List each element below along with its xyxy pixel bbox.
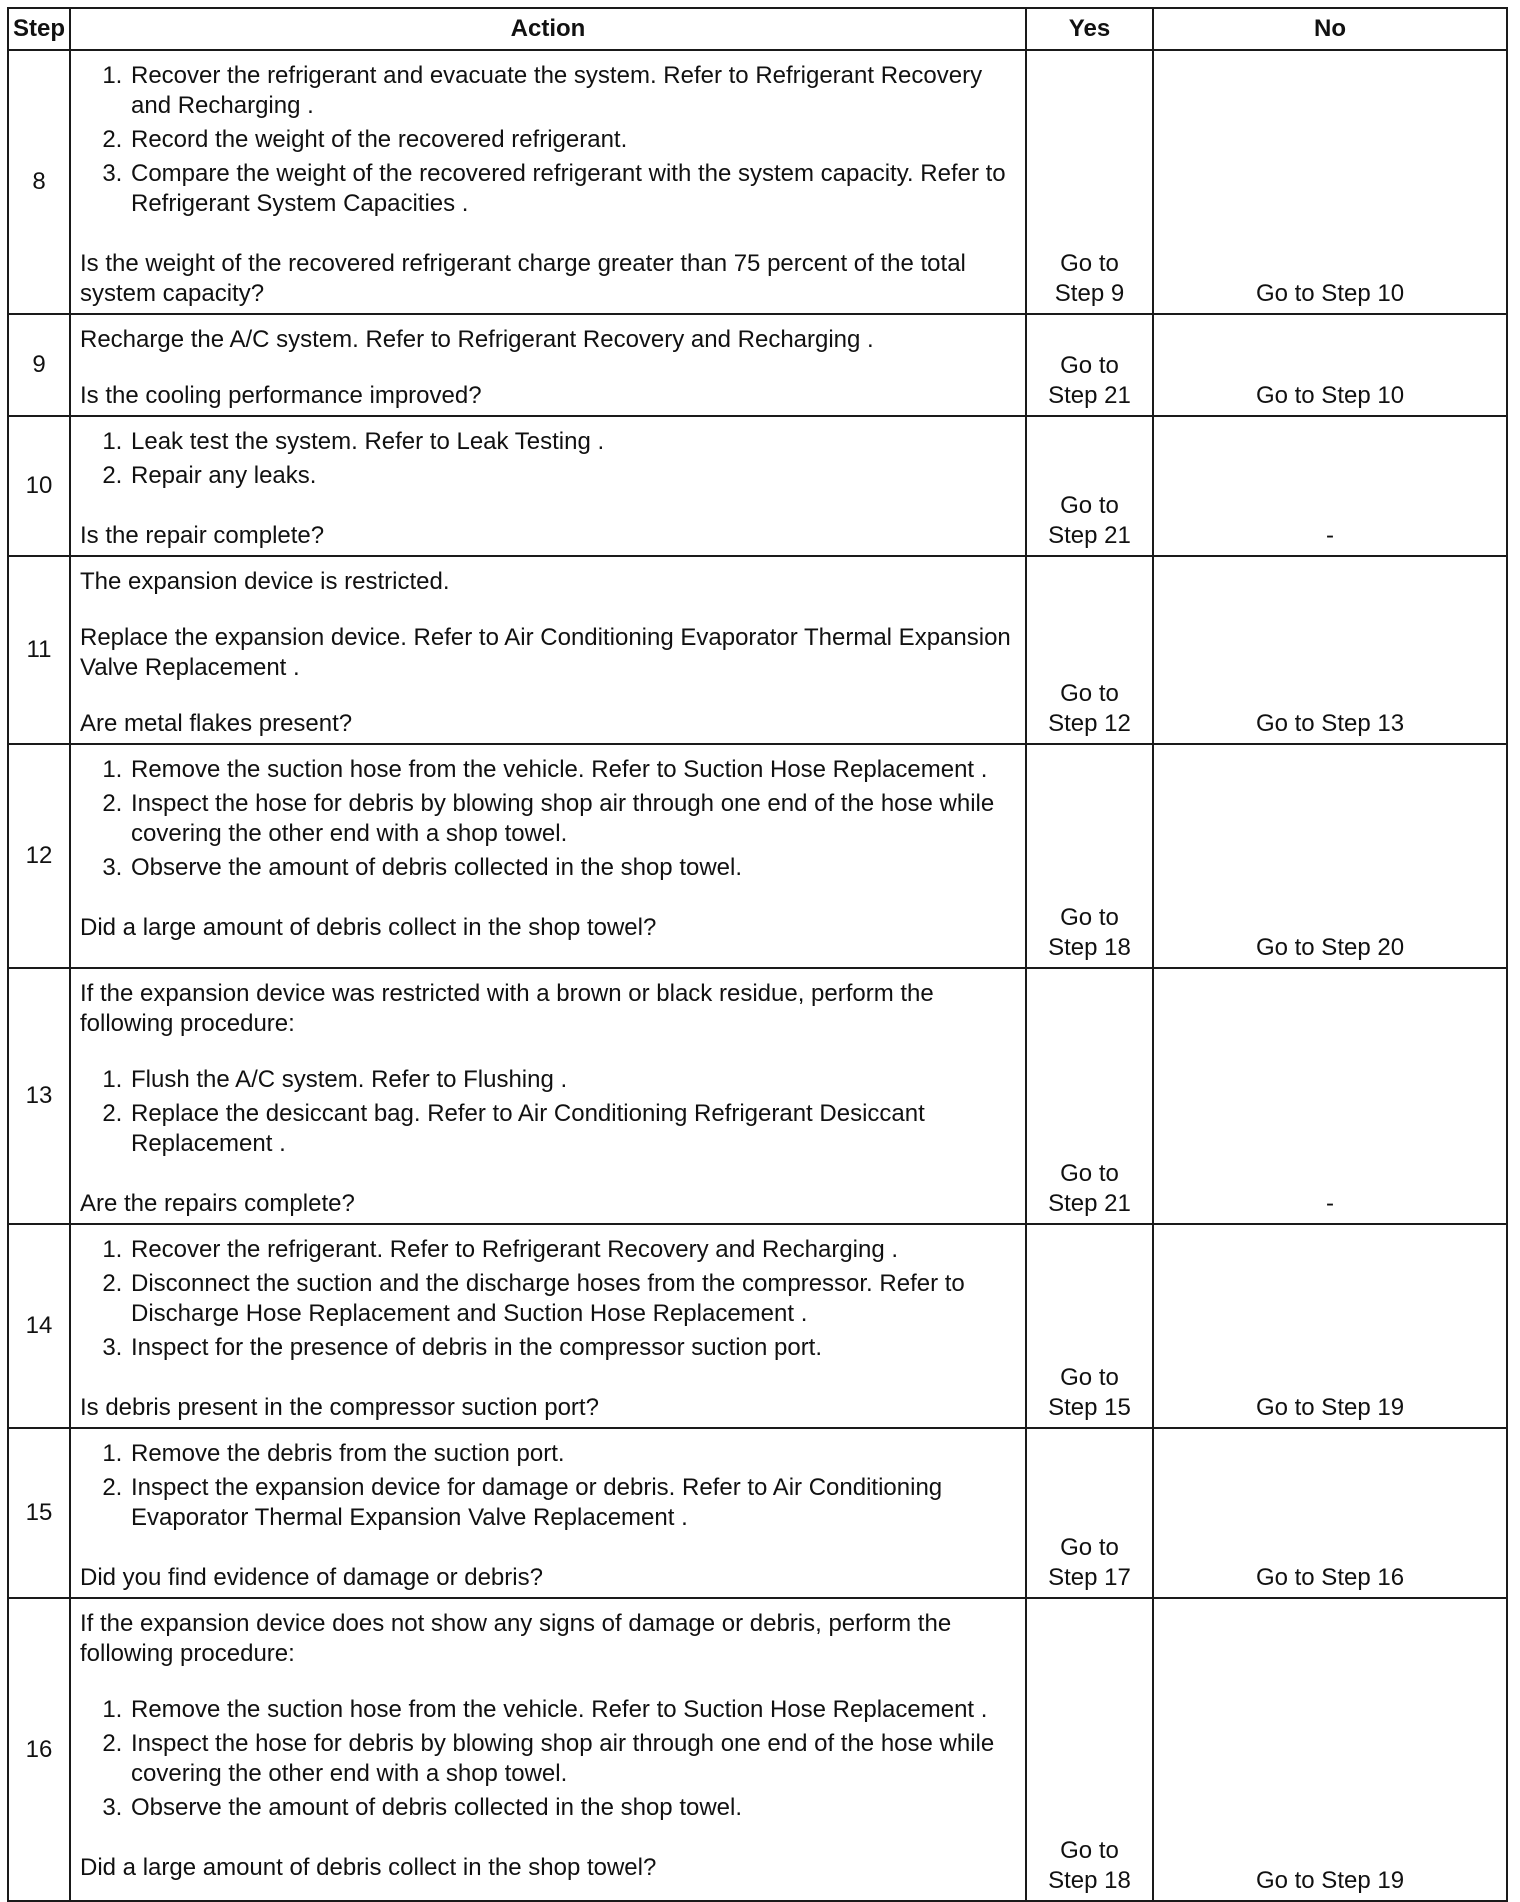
no-cell: Go to Step 10 xyxy=(1153,50,1507,314)
no-cell: Go to Step 20 xyxy=(1153,744,1507,968)
question-text: Is the cooling performance improved? xyxy=(80,382,482,409)
yes-link: Go to Step 21 xyxy=(1048,352,1131,409)
action-cell xyxy=(70,416,1026,556)
action-cell xyxy=(70,556,1026,744)
list-item: 3. Observe the amount of debris collected in the shop towel. xyxy=(129,853,1017,883)
action-cell xyxy=(70,1224,1026,1428)
question-text: Is debris present in the compressor suction port? xyxy=(80,1394,599,1421)
list-item: 1. Remove the suction hose from the vehicle. Refer to Suction Hose Replacement . xyxy=(129,1695,1017,1725)
list-item: 1. Flush the A/C system. Refer to Flushing . xyxy=(129,1065,1017,1095)
step-number: 11 xyxy=(8,556,70,744)
yes-link: Go to Step 12 xyxy=(1048,680,1131,737)
list-item: 2. Replace the desiccant bag. Refer to Air Conditioning Refrigerant Desiccant Replacement . xyxy=(129,1099,1017,1159)
no-cell: - xyxy=(1153,968,1507,1224)
yes-cell xyxy=(1026,1224,1153,1428)
table-row xyxy=(8,1598,1507,1901)
header-no: No xyxy=(1153,8,1507,50)
intro-text: If the expansion device does not show any signs of damage or debris, perform the following procedure: xyxy=(80,1610,952,1667)
no-cell: - xyxy=(1153,416,1507,556)
step-number: 8 xyxy=(8,50,70,314)
action-cell xyxy=(70,314,1026,416)
yes-link: Go to Step 9 xyxy=(1054,250,1125,307)
yes-cell xyxy=(1026,50,1153,314)
yes-cell xyxy=(1026,556,1153,744)
question-text: Is the weight of the recovered refrigerant charge greater than 75 percent of the total system capacity? xyxy=(80,250,966,307)
action-list xyxy=(80,755,1017,883)
question-text: Did a large amount of debris collect in the shop towel? xyxy=(80,1854,657,1881)
action-list xyxy=(80,1065,1017,1159)
question-text: Did a large amount of debris collect in the shop towel? xyxy=(80,914,657,941)
intro-text: Recharge the A/C system. Refer to Refrigerant Recovery and Recharging . xyxy=(80,326,874,353)
yes-link: Go to Step 17 xyxy=(1048,1534,1131,1591)
yes-cell xyxy=(1026,1598,1153,1901)
list-item: 3. Inspect for the presence of debris in the compressor suction port. xyxy=(129,1333,1017,1363)
action-cell xyxy=(70,50,1026,314)
list-item: 2. Inspect the expansion device for damage or debris. Refer to Air Conditioning Evaporator Thermal Expansion Valve Replacement . xyxy=(129,1473,1017,1533)
header-row xyxy=(8,8,1507,50)
no-cell: Go to Step 10 xyxy=(1153,314,1507,416)
action-list xyxy=(80,61,1017,219)
action-cell xyxy=(70,744,1026,968)
step-number: 14 xyxy=(8,1224,70,1428)
table-row xyxy=(8,1224,1507,1428)
yes-link: Go to Step 21 xyxy=(1048,492,1131,549)
table-row xyxy=(8,1428,1507,1598)
yes-link: Go to Step 15 xyxy=(1048,1364,1131,1421)
table-row xyxy=(8,314,1507,416)
header-yes: Yes xyxy=(1026,8,1153,50)
yes-cell xyxy=(1026,744,1153,968)
step-number: 12 xyxy=(8,744,70,968)
intro-text: The expansion device is restricted. xyxy=(80,568,450,595)
no-cell: Go to Step 16 xyxy=(1153,1428,1507,1598)
step-number: 13 xyxy=(8,968,70,1224)
list-item: 3. Observe the amount of debris collected in the shop towel. xyxy=(129,1793,1017,1823)
action-cell xyxy=(70,1428,1026,1598)
intro-text: Replace the expansion device. Refer to Air Conditioning Evaporator Thermal Expansion Valve Replacement . xyxy=(80,624,1011,681)
yes-link: Go to Step 21 xyxy=(1048,1160,1131,1217)
yes-link: Go to Step 18 xyxy=(1048,1837,1131,1894)
no-cell: Go to Step 19 xyxy=(1153,1598,1507,1901)
no-cell: Go to Step 19 xyxy=(1153,1224,1507,1428)
header-step: Step xyxy=(8,8,70,50)
yes-link: Go to Step 18 xyxy=(1048,904,1131,961)
list-item: 1. Remove the debris from the suction port. xyxy=(129,1439,1017,1469)
step-number: 15 xyxy=(8,1428,70,1598)
list-item: 3. Compare the weight of the recovered refrigerant with the system capacity. Refer to Refrigerant System Capacities . xyxy=(129,159,1017,219)
list-item: 1. Leak test the system. Refer to Leak Testing . xyxy=(129,427,1017,457)
yes-cell xyxy=(1026,314,1153,416)
question-text: Are the repairs complete? xyxy=(80,1190,355,1217)
list-item: 2. Inspect the hose for debris by blowing shop air through one end of the hose while covering the other end with a shop towel. xyxy=(129,1729,1017,1789)
action-list xyxy=(80,1439,1017,1533)
action-list xyxy=(80,1235,1017,1363)
list-item: 1. Recover the refrigerant and evacuate the system. Refer to Refrigerant Recovery and Recharging . xyxy=(129,61,1017,121)
action-cell xyxy=(70,968,1026,1224)
question-text: Did you find evidence of damage or debris? xyxy=(80,1564,543,1591)
no-cell: Go to Step 13 xyxy=(1153,556,1507,744)
step-number: 10 xyxy=(8,416,70,556)
table-row xyxy=(8,416,1507,556)
table-row xyxy=(8,50,1507,314)
action-cell xyxy=(70,1598,1026,1901)
diagnostic-table xyxy=(7,7,1508,1902)
yes-cell xyxy=(1026,968,1153,1224)
action-list xyxy=(80,427,1017,491)
list-item: 2. Repair any leaks. xyxy=(129,461,1017,491)
list-item: 2. Disconnect the suction and the discharge hoses from the compressor. Refer to Discharge Hose Replacement and Suction Hose Replacement . xyxy=(129,1269,1017,1329)
action-list xyxy=(80,1695,1017,1823)
yes-cell xyxy=(1026,1428,1153,1598)
yes-cell xyxy=(1026,416,1153,556)
table-row xyxy=(8,556,1507,744)
list-item: 2. Record the weight of the recovered refrigerant. xyxy=(129,125,1017,155)
question-text: Is the repair complete? xyxy=(80,522,325,549)
list-item: 1. Recover the refrigerant. Refer to Refrigerant Recovery and Recharging . xyxy=(129,1235,1017,1265)
header-action: Action xyxy=(70,8,1026,50)
table-row xyxy=(8,968,1507,1224)
list-item: 1. Remove the suction hose from the vehicle. Refer to Suction Hose Replacement . xyxy=(129,755,1017,785)
table-row xyxy=(8,744,1507,968)
question-text: Are metal flakes present? xyxy=(80,710,353,737)
list-item: 2. Inspect the hose for debris by blowing shop air through one end of the hose while covering the other end with a shop towel. xyxy=(129,789,1017,849)
intro-text: If the expansion device was restricted with a brown or black residue, perform the following procedure: xyxy=(80,980,934,1037)
step-number: 16 xyxy=(8,1598,70,1901)
step-number: 9 xyxy=(8,314,70,416)
